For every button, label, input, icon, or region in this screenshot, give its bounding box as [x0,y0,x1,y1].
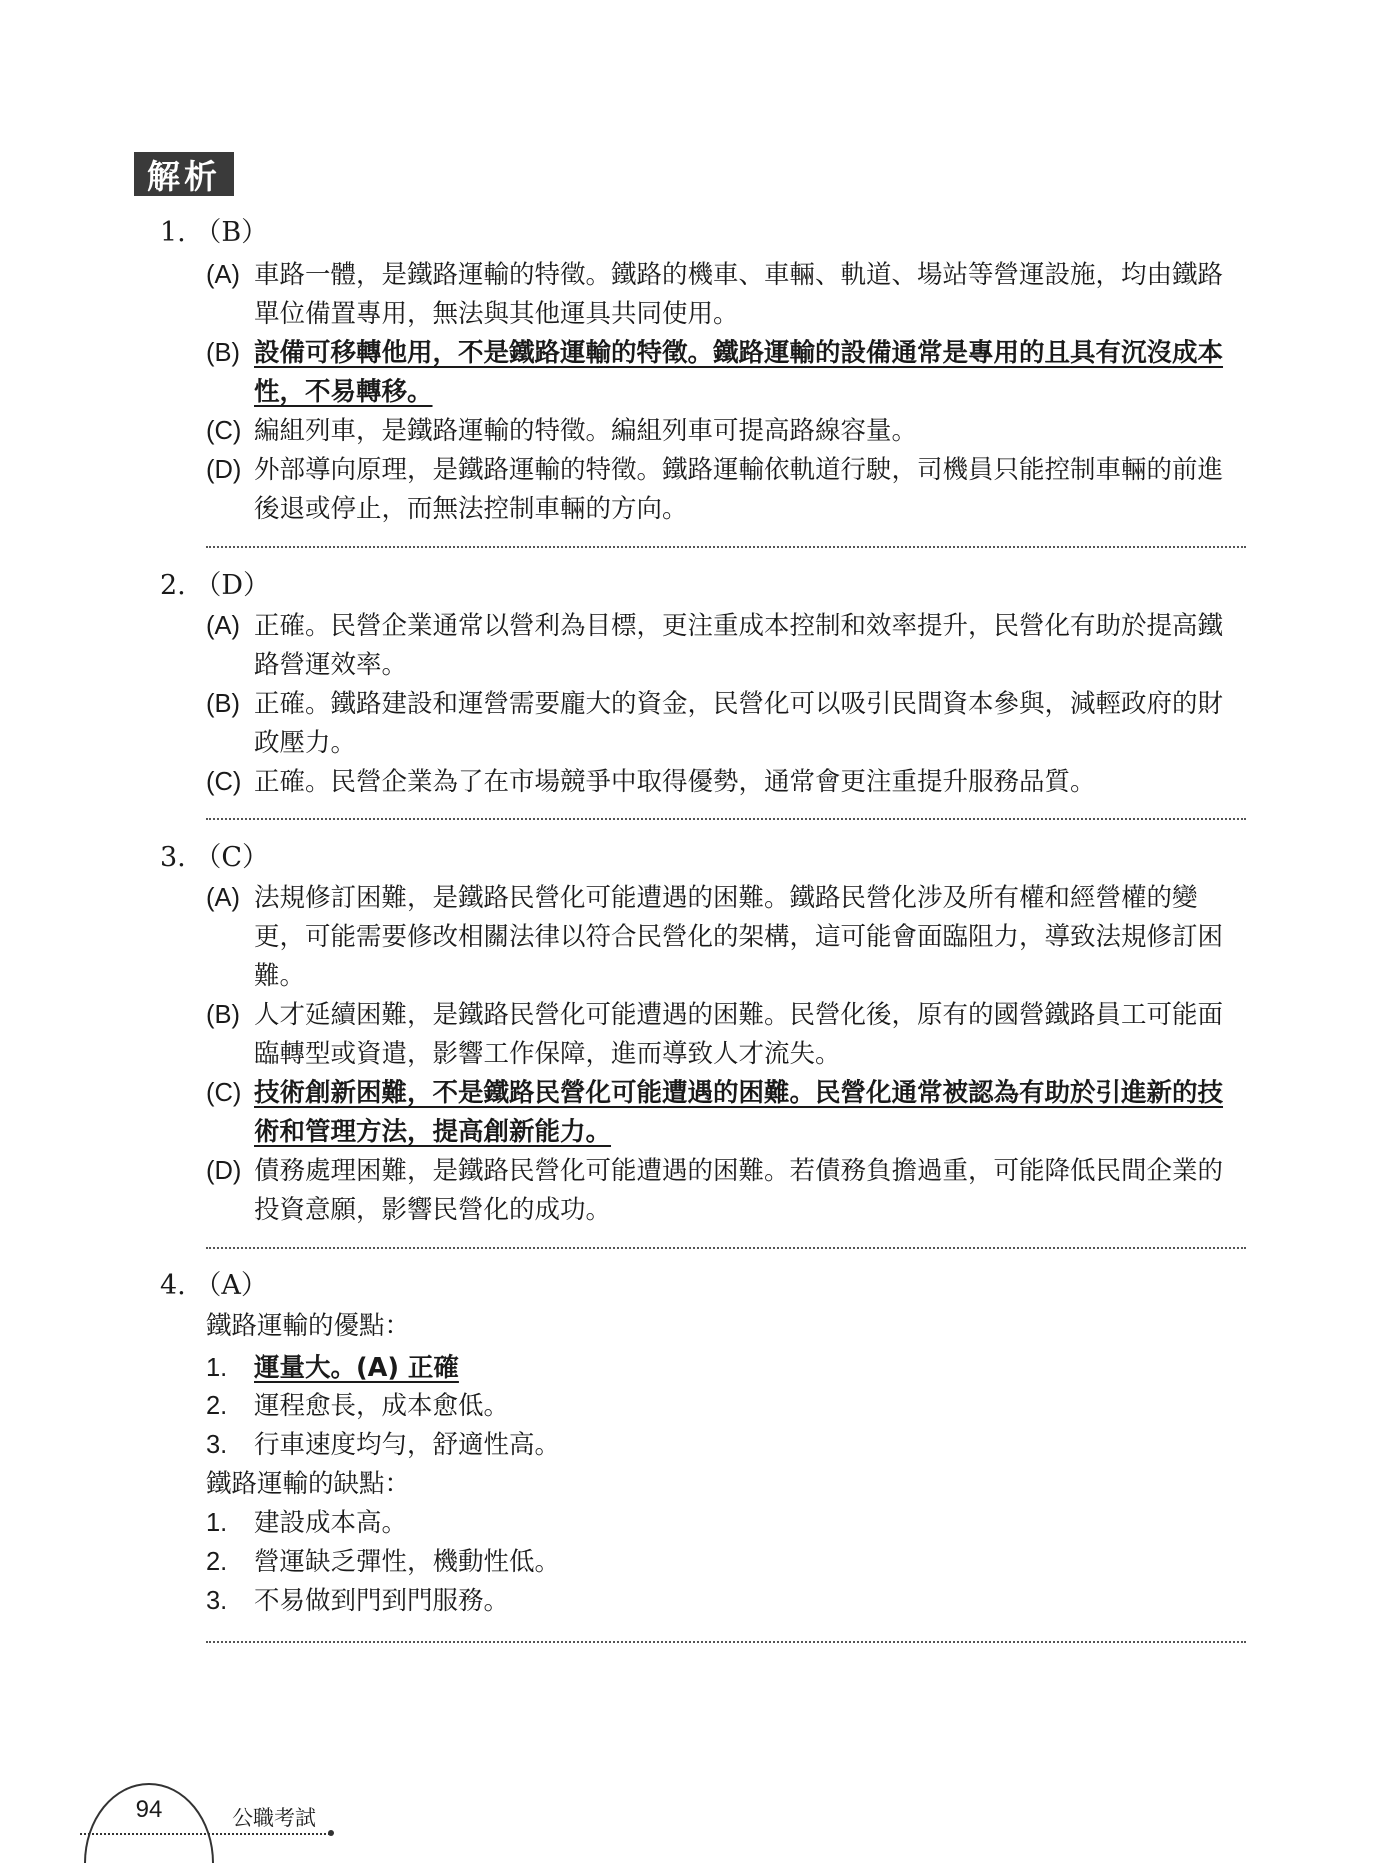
advantages-label: 鐵路運輸的優點： [206,1311,411,1341]
q1-option-a [206,256,1246,334]
divider [206,818,1246,820]
item-text: 不易做到門到門服務。 [254,1586,510,1616]
item-number: 2. [206,1392,228,1420]
option-text: 人才延續困難，是鐵路民營化可能遭遇的困難。民營化後，原有的國營鐵路員工可能面臨轉型或資遣，影響工作保障，進而導致人才流失。 [254,1000,1224,1069]
q3-option-b [206,996,1246,1074]
section-title: 解析 [134,152,234,196]
option-letter: (B) [206,339,240,367]
question-4-answer: 4. （A） [160,1270,268,1301]
option-text: 車路一體，是鐵路運輸的特徵。鐵路的機車、車輛、軌道、場站等營運設施，均由鐵路單位備置專用，無法與其他運具共同使用。 [254,260,1224,329]
disadvantages-label: 鐵路運輸的缺點： [206,1469,411,1499]
option-letter: (A) [206,261,240,289]
q2-option-b [206,685,1246,763]
q1-option-b [206,334,1246,412]
option-letter: (D) [206,1157,242,1185]
option-text: 正確。民營企業通常以營利為目標，更注重成本控制和效率提升，民營化有助於提高鐵路營運效率。 [254,611,1224,680]
item-text: 營運缺乏彈性，機動性低。 [254,1547,561,1577]
option-letter: (C) [206,768,242,796]
item-text-emphasized: 運量大。(A) 正確 [254,1353,459,1383]
advantage-item [206,1427,560,1463]
option-text: 法規修訂困難，是鐵路民營化可能遭遇的困難。鐵路民營化涉及所有權和經營權的變更，可能需要修改相關法律以符合民營化的架構，這可能會面臨阻力，導致法規修訂困難。 [254,883,1224,991]
option-text: 債務處理困難，是鐵路民營化可能遭遇的困難。若債務負擔過重，可能降低民間企業的投資意願，影響民營化的成功。 [254,1156,1224,1225]
item-number: 3. [206,1431,228,1459]
item-text: 建設成本高。 [254,1508,408,1538]
item-text: 運程愈長，成本愈低。 [254,1391,510,1421]
question-2-answer: 2. （D） [160,570,270,601]
question-1-answer: 1. （B） [160,217,269,248]
footer-dot [328,1830,334,1836]
q3-option-a [206,879,1246,996]
disadvantage-item [206,1544,560,1580]
option-letter: (A) [206,884,240,912]
footer-series-title: 公職考試 [232,1806,316,1830]
item-number: 2. [206,1548,228,1576]
option-letter: (C) [206,417,242,445]
q2-option-a [206,607,1246,685]
divider [206,546,1246,548]
footer-rule [80,1833,330,1835]
page-number: 94 [135,1796,163,1823]
divider [206,1641,1246,1643]
option-text-emphasized: 技術創新困難，不是鐵路民營化可能遭遇的困難。民營化通常被認為有助於引進新的技術和管理方法，提高創新能力。 [254,1078,1224,1147]
item-number: 1. [206,1354,228,1382]
option-text-emphasized: 設備可移轉他用，不是鐵路運輸的特徵。鐵路運輸的設備通常是專用的且具有沉沒成本性，不易轉移。 [254,338,1224,407]
divider [206,1247,1246,1249]
question-3-answer: 3. （C） [160,842,270,873]
advantage-item [206,1388,509,1424]
advantage-item [206,1350,459,1386]
disadvantage-item [206,1583,509,1619]
item-text: 行車速度均勻，舒適性高。 [254,1430,561,1460]
item-number: 3. [206,1587,228,1615]
q2-option-c [206,763,1246,802]
option-letter: (C) [206,1079,242,1107]
q3-option-c [206,1074,1246,1152]
option-text: 外部導向原理，是鐵路運輸的特徵。鐵路運輸依軌道行駛，司機員只能控制車輛的前進後退或停止，而無法控制車輛的方向。 [254,455,1224,524]
item-number: 1. [206,1509,228,1537]
disadvantage-item [206,1505,407,1541]
q1-option-c [206,412,1246,451]
option-letter: (A) [206,612,240,640]
option-text: 正確。鐵路建設和運營需要龐大的資金，民營化可以吸引民間資本參與，減輕政府的財政壓力。 [254,689,1224,758]
q1-option-d [206,451,1246,529]
q3-option-d [206,1152,1246,1230]
option-text: 正確。民營企業為了在市場競爭中取得優勢，通常會更注重提升服務品質。 [254,767,1096,797]
option-letter: (B) [206,1001,240,1029]
option-letter: (B) [206,690,240,718]
option-letter: (D) [206,456,242,484]
option-text: 編組列車，是鐵路運輸的特徵。編組列車可提高路線容量。 [254,416,918,446]
